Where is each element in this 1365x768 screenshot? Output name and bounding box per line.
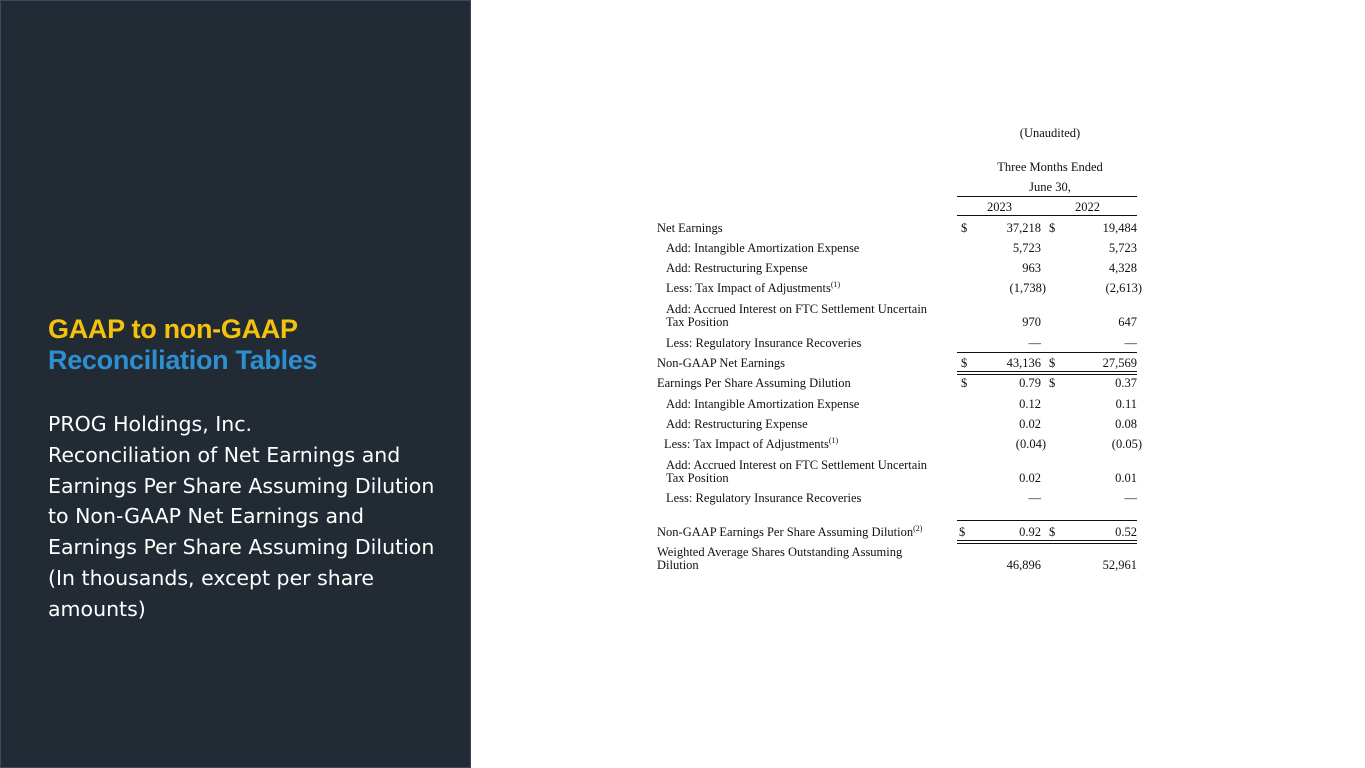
value-2023: 0.12 <box>1019 397 1041 411</box>
value-2022: 27,569 <box>1102 356 1137 370</box>
value-2022: (2,613) <box>1105 281 1142 295</box>
value-2023: — <box>1028 491 1041 505</box>
currency-symbol: $ <box>1049 525 1056 539</box>
value-2023: 46,896 <box>1006 558 1041 572</box>
currency-symbol: $ <box>961 376 968 390</box>
description-line: Earnings Per Share Assuming Dilution <box>48 535 435 560</box>
header-rule <box>957 196 1137 197</box>
header-period: Three Months Ended <box>997 160 1103 174</box>
total-rule-bottom <box>957 374 1137 375</box>
value-2022: — <box>1124 336 1137 350</box>
header-period-date: June 30, <box>1029 180 1071 194</box>
subtotal-rule <box>957 352 1137 353</box>
description-line: Earnings Per Share Assuming Dilution <box>48 473 435 498</box>
row-label-text: Less: Tax Impact of Adjustments <box>664 437 829 451</box>
description-line: PROG Holdings, Inc. <box>48 412 253 436</box>
currency-symbol: $ <box>1049 376 1056 390</box>
value-2022: 4,328 <box>1108 261 1137 275</box>
value-2023: 0.79 <box>1019 376 1041 390</box>
currency-symbol: $ <box>959 525 966 539</box>
currency-symbol: $ <box>961 221 968 235</box>
value-2023: (1,738) <box>1009 281 1046 295</box>
currency-symbol: $ <box>1049 356 1056 370</box>
row-label <box>666 281 840 295</box>
row-label: Net Earnings <box>657 221 723 235</box>
total-rule-top <box>957 540 1137 541</box>
subtotal-rule <box>957 520 1137 521</box>
row-label <box>657 525 922 539</box>
row-label: Add: Restructuring Expense <box>666 417 808 431</box>
value-2022: 647 <box>1118 315 1137 329</box>
value-2023: 970 <box>1022 315 1041 329</box>
value-2022: 0.08 <box>1115 417 1137 431</box>
value-2023: 963 <box>1022 261 1041 275</box>
value-2022: (0.05) <box>1111 437 1142 451</box>
column-header-rule <box>957 215 1137 216</box>
value-2023: — <box>1028 336 1041 350</box>
row-label: Tax Position <box>666 315 729 329</box>
title-reconciliation-tables: Reconciliation Tables <box>48 345 318 375</box>
value-2023: 0.02 <box>1019 471 1041 485</box>
header-unaudited: (Unaudited) <box>1019 126 1081 140</box>
row-label <box>664 437 838 451</box>
left-panel <box>0 0 471 768</box>
row-label: Earnings Per Share Assuming Dilution <box>657 376 851 390</box>
row-label: Add: Accrued Interest on FTC Settlement Uncertain <box>666 302 928 316</box>
value-2022: 5,723 <box>1108 241 1137 255</box>
row-label: Add: Restructuring Expense <box>666 261 808 275</box>
currency-symbol: $ <box>1049 221 1056 235</box>
value-2023: 37,218 <box>1006 221 1041 235</box>
value-2023: 5,723 <box>1012 241 1041 255</box>
column-header-2022: 2022 <box>1075 200 1100 214</box>
value-2022: 0.11 <box>1115 397 1137 411</box>
row-label: Add: Intangible Amortization Expense <box>666 397 860 411</box>
value-2022: 0.01 <box>1115 471 1137 485</box>
row-label: Add: Accrued Interest on FTC Settlement Uncertain <box>666 458 928 472</box>
total-rule-bottom <box>957 543 1137 544</box>
description <box>48 409 458 625</box>
value-2022: 52,961 <box>1102 558 1137 572</box>
row-label: Tax Position <box>666 471 729 485</box>
reconciliation-table <box>655 0 1145 768</box>
footnote-marker: (1) <box>830 280 841 289</box>
description-line: (In thousands, except per share <box>48 565 374 590</box>
title-gaap-to-non-gaap: GAAP to non-GAAP <box>48 314 298 344</box>
value-2023: 0.92 <box>1019 525 1041 539</box>
currency-symbol: $ <box>961 356 968 370</box>
value-2023: (0.04) <box>1015 437 1046 451</box>
value-2022: 19,484 <box>1102 221 1137 235</box>
total-rule-top <box>957 371 1137 372</box>
value-2023: 0.02 <box>1019 417 1041 431</box>
footnote-marker: (2) <box>913 524 923 533</box>
description-line: amounts) <box>48 596 146 621</box>
value-2023: 43,136 <box>1006 356 1041 370</box>
description-line: Reconciliation of Net Earnings and <box>48 442 401 467</box>
column-header-2023: 2023 <box>987 200 1012 214</box>
row-label-text: Non-GAAP Earnings Per Share Assuming Dilution <box>657 525 914 539</box>
row-label-text: Less: Tax Impact of Adjustments <box>666 281 831 295</box>
value-2022: — <box>1124 491 1137 505</box>
description-line: to Non-GAAP Net Earnings and <box>48 504 365 529</box>
row-label: Add: Intangible Amortization Expense <box>666 241 860 255</box>
value-2022: 0.52 <box>1115 525 1137 539</box>
row-label: Weighted Average Shares Outstanding Assuming <box>657 545 903 559</box>
footnote-marker: (1) <box>828 436 839 445</box>
row-label: Dilution <box>657 558 699 572</box>
row-label: Less: Regulatory Insurance Recoveries <box>666 336 862 350</box>
row-label: Non-GAAP Net Earnings <box>657 356 785 370</box>
value-2022: 0.37 <box>1115 376 1137 390</box>
row-label: Less: Regulatory Insurance Recoveries <box>666 491 862 505</box>
